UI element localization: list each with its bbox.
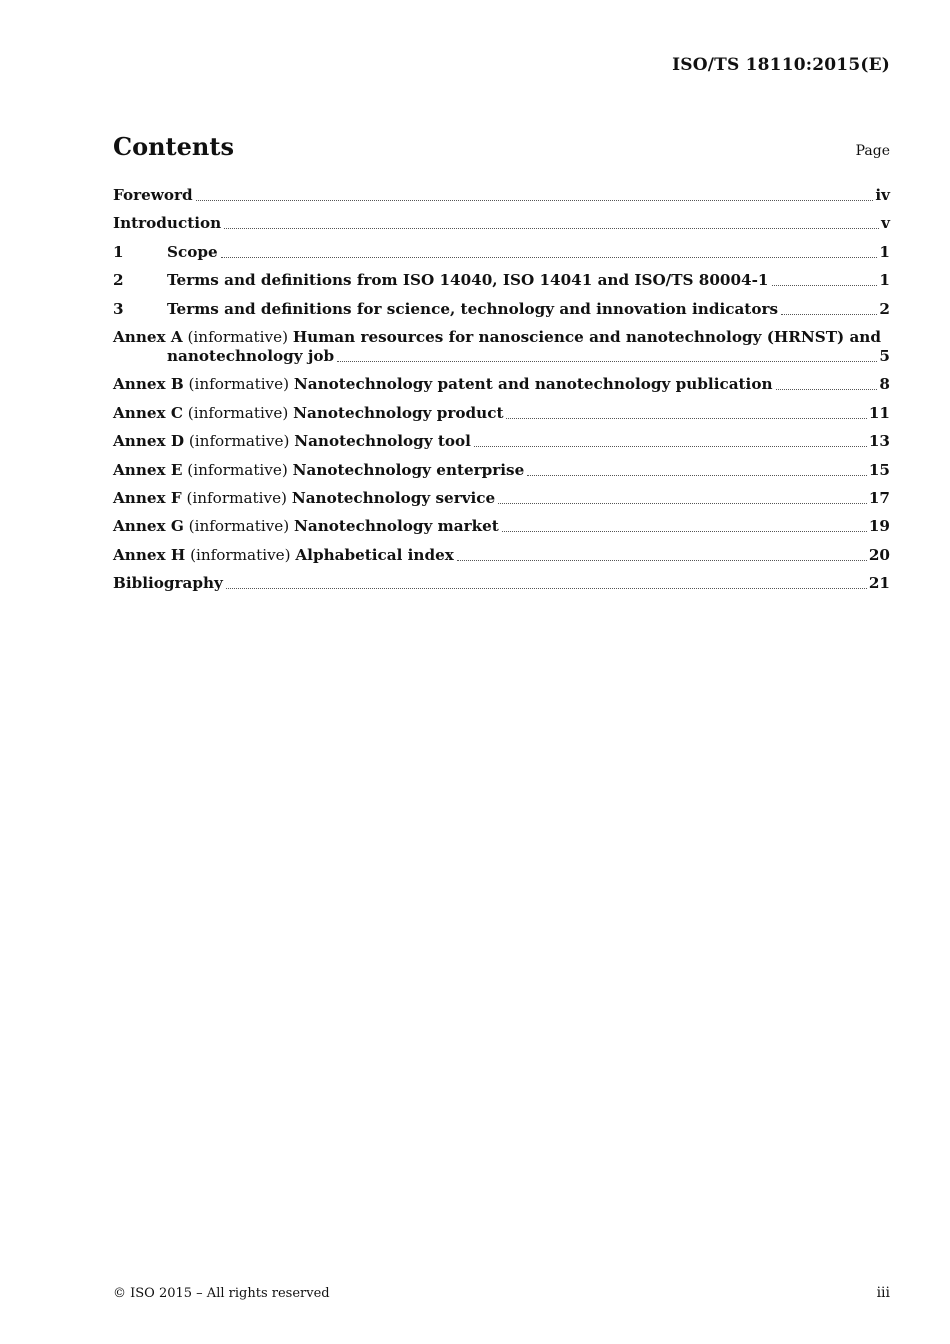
annex-informative: (informative) <box>188 432 290 451</box>
toc-entry-annex-c[interactable] <box>113 404 890 423</box>
toc-entry-page: 8 <box>879 375 890 394</box>
toc-entry-clause-1[interactable] <box>113 243 890 262</box>
annex-label: Annex H <box>113 545 186 564</box>
toc-entry-title: Introduction <box>113 214 222 233</box>
toc-entry-page: 21 <box>868 574 890 593</box>
toc-entry-page: v <box>881 214 890 233</box>
toc-entry-clause-2[interactable] <box>113 271 890 290</box>
annex-informative: (informative) <box>187 460 288 479</box>
toc-entry-page: 1 <box>879 242 890 261</box>
annex-informative: (informative) <box>188 375 290 394</box>
dot-leader <box>527 475 867 476</box>
toc-entry-annex-h[interactable] <box>113 546 890 565</box>
toc-entry-title-continued: nanotechnology job <box>167 346 335 365</box>
toc-entry-title: Terms and definitions from ISO 14040, ISO 14041 and ISO/TS 80004-1 <box>167 271 769 290</box>
toc-entry-title: Foreword <box>113 186 193 204</box>
dot-leader <box>226 588 867 589</box>
annex-informative: (informative) <box>188 517 290 536</box>
toc-entry-page: 13 <box>868 432 890 451</box>
toc-entry-introduction[interactable] <box>113 214 890 233</box>
dot-leader <box>502 531 867 532</box>
toc-entry-title: Scope <box>167 242 218 261</box>
toc-entry-page: iv <box>875 186 890 204</box>
toc-entry-clause-3[interactable] <box>113 300 890 319</box>
copyright-notice: © ISO 2015 – All rights reserved <box>113 1286 330 1301</box>
dot-leader <box>457 560 867 561</box>
toc-entry-title: Alphabetical index <box>295 545 454 564</box>
toc-entry-title: Nanotechnology enterprise <box>292 460 525 479</box>
dot-leader <box>474 446 867 447</box>
toc-entry-page: 1 <box>879 271 890 290</box>
toc-entry-title: Nanotechnology service <box>291 488 496 507</box>
toc-entry-title: Terms and definitions for science, technology and innovation indicators <box>167 299 778 318</box>
annex-informative: (informative) <box>190 545 291 564</box>
dot-leader <box>224 228 879 229</box>
dot-leader <box>221 257 878 258</box>
toc-entry-title: Nanotechnology patent and nanotechnology publication <box>293 375 773 394</box>
dot-leader <box>196 200 874 201</box>
table-of-contents <box>113 186 890 602</box>
annex-label: Annex G <box>113 517 184 536</box>
dot-leader <box>781 314 877 315</box>
annex-label: Annex E <box>113 460 183 479</box>
toc-entry-page: 15 <box>868 460 890 479</box>
dot-leader <box>772 285 878 286</box>
dot-leader <box>506 418 866 419</box>
toc-entry-annex-e[interactable] <box>113 461 890 480</box>
annex-label: Annex D <box>113 432 185 451</box>
toc-entry-bibliography[interactable] <box>113 574 890 593</box>
toc-entry-annex-g[interactable] <box>113 517 890 536</box>
contents-title: Contents <box>113 132 234 161</box>
toc-entry-page: 2 <box>879 299 890 318</box>
document-id: ISO/TS 18110:2015(E) <box>672 55 890 75</box>
clause-number: 3 <box>113 299 124 318</box>
toc-entry-title: Nanotechnology market <box>294 517 499 536</box>
toc-entry-annex-d[interactable] <box>113 432 890 451</box>
toc-entry-annex-b[interactable] <box>113 375 890 394</box>
dot-leader <box>498 503 867 504</box>
annex-informative: (informative) <box>187 403 289 422</box>
toc-entry-title: Bibliography <box>113 574 223 593</box>
annex-informative: (informative) <box>186 488 287 507</box>
page-number: iii <box>876 1285 890 1301</box>
toc-entry-foreword[interactable] <box>113 186 890 205</box>
toc-entry-annex-a[interactable] <box>113 328 890 366</box>
toc-entry-title: Nanotechnology product <box>293 403 504 422</box>
annex-label: Annex C <box>113 403 183 422</box>
toc-entry-annex-f[interactable] <box>113 489 890 508</box>
clause-number: 2 <box>113 271 124 290</box>
dot-leader <box>776 389 878 390</box>
clause-number: 1 <box>113 242 124 261</box>
toc-entry-title: Human resources for nanoscience and nanotechnology (HRNST) and <box>292 327 881 346</box>
toc-entry-title: Nanotechnology tool <box>294 432 471 451</box>
dot-leader <box>337 361 877 362</box>
toc-entry-page: 19 <box>868 517 890 536</box>
annex-label: Annex F <box>113 488 182 507</box>
toc-entry-page: 11 <box>868 403 890 422</box>
toc-entry-page: 20 <box>868 545 890 564</box>
annex-label: Annex A <box>113 327 183 346</box>
toc-entry-page: 17 <box>868 488 890 507</box>
annex-informative: (informative) <box>187 327 288 346</box>
toc-entry-page: 5 <box>879 346 890 365</box>
annex-label: Annex B <box>113 375 184 394</box>
page-column-label: Page <box>855 143 890 159</box>
